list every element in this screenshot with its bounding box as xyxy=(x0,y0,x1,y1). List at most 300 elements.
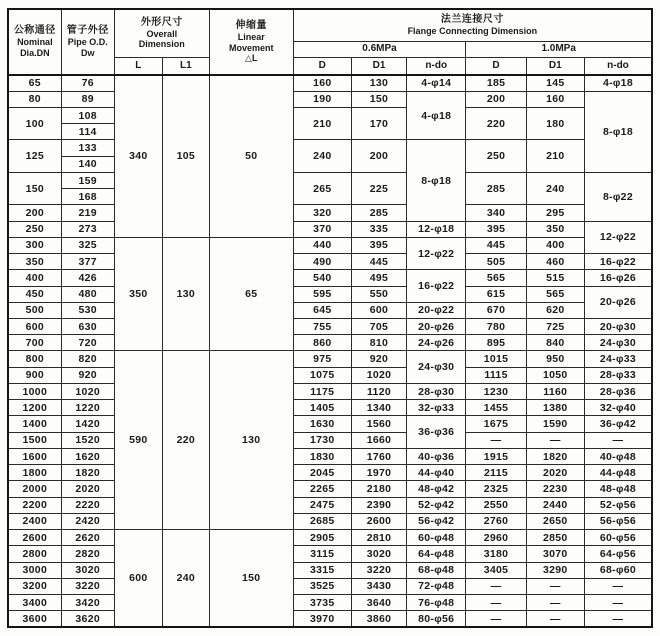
cell: 1400 xyxy=(8,416,61,432)
table-row xyxy=(8,221,652,237)
cell: 240 xyxy=(162,530,209,627)
table-row xyxy=(8,578,652,594)
cell: 445 xyxy=(351,254,406,270)
cell: 500 xyxy=(8,302,61,318)
header-ndo-10: n-do xyxy=(584,57,652,75)
cell: 12-φ22 xyxy=(407,237,466,269)
cell: 145 xyxy=(526,75,584,91)
header-ndo-06: n-do xyxy=(407,57,466,75)
cell: 60-φ48 xyxy=(407,530,466,546)
cell: 400 xyxy=(526,237,584,253)
cell: 76 xyxy=(61,75,114,91)
cell: 395 xyxy=(466,221,526,237)
cell: 210 xyxy=(293,107,351,139)
cell: 114 xyxy=(61,124,114,140)
table-body xyxy=(8,75,652,627)
cell: 3420 xyxy=(61,595,114,611)
header-overall-dimension xyxy=(114,9,209,57)
header-d1-06: D1 xyxy=(351,57,406,75)
cell: 150 xyxy=(351,91,406,107)
cell: 1730 xyxy=(293,432,351,448)
table-row xyxy=(8,172,652,188)
table-row xyxy=(8,562,652,578)
header-movement-en2: Movement xyxy=(228,42,274,53)
cell: 40-φ48 xyxy=(584,448,652,464)
cell: 12-φ18 xyxy=(407,221,466,237)
cell: 860 xyxy=(293,335,351,351)
cell: 495 xyxy=(351,270,406,286)
cell: 225 xyxy=(351,172,406,204)
cell: 3405 xyxy=(466,562,526,578)
table-row xyxy=(8,432,652,448)
cell: 550 xyxy=(351,286,406,302)
cell: 2905 xyxy=(293,530,351,546)
cell: 2960 xyxy=(466,530,526,546)
cell: 2620 xyxy=(61,530,114,546)
cell: 285 xyxy=(466,172,526,204)
cell: 36-φ36 xyxy=(407,416,466,448)
cell: 295 xyxy=(526,205,584,221)
cell: 3620 xyxy=(61,611,114,627)
cell: 3020 xyxy=(61,562,114,578)
cell: 150 xyxy=(8,172,61,204)
cell: 240 xyxy=(293,140,351,172)
cell: 64-φ48 xyxy=(407,546,466,562)
cell: 80-φ56 xyxy=(407,611,466,627)
cell: 700 xyxy=(8,335,61,351)
table-row xyxy=(8,107,652,123)
header-d-10: D xyxy=(466,57,526,75)
cell: 48-φ42 xyxy=(407,481,466,497)
cell: 1915 xyxy=(466,448,526,464)
cell: 210 xyxy=(526,140,584,172)
cell: 3220 xyxy=(351,562,406,578)
header-movement-zh: 伸缩量 xyxy=(235,20,267,32)
cell: 2550 xyxy=(466,497,526,513)
cell: 720 xyxy=(61,335,114,351)
header-pipe-od-en2: Dw xyxy=(80,47,95,58)
cell: 920 xyxy=(61,367,114,383)
cell: 240 xyxy=(526,172,584,204)
cell: 2390 xyxy=(351,497,406,513)
cell: 426 xyxy=(61,270,114,286)
cell: 3180 xyxy=(466,546,526,562)
cell: 4-φ18 xyxy=(584,75,652,91)
cell: 1830 xyxy=(293,448,351,464)
header-pipe-od-en1: Pipe O.D. xyxy=(67,37,108,48)
cell: 2230 xyxy=(526,481,584,497)
header-flange-connecting xyxy=(293,9,652,41)
cell: 377 xyxy=(61,254,114,270)
cell: 1420 xyxy=(61,416,114,432)
header-l: L xyxy=(114,57,162,75)
cell: 1200 xyxy=(8,400,61,416)
cell: 2810 xyxy=(351,530,406,546)
cell: 68-φ48 xyxy=(407,562,466,578)
cell: — xyxy=(584,595,652,611)
cell: 1800 xyxy=(8,465,61,481)
cell: 2600 xyxy=(351,513,406,529)
table-row xyxy=(8,205,652,221)
cell: 2760 xyxy=(466,513,526,529)
cell: 350 xyxy=(8,254,61,270)
cell: 220 xyxy=(162,351,209,530)
cell: 725 xyxy=(526,319,584,335)
table-row xyxy=(8,481,652,497)
cell: 600 xyxy=(114,530,162,627)
cell: 2265 xyxy=(293,481,351,497)
cell: 1820 xyxy=(526,448,584,464)
cell: 24-φ30 xyxy=(584,335,652,351)
cell: 335 xyxy=(351,221,406,237)
cell: 1560 xyxy=(351,416,406,432)
cell: 2020 xyxy=(61,481,114,497)
cell: 2180 xyxy=(351,481,406,497)
cell: 44-φ40 xyxy=(407,465,466,481)
table-row xyxy=(8,75,652,91)
cell: 975 xyxy=(293,351,351,367)
cell: 28-φ36 xyxy=(584,383,652,399)
cell: 820 xyxy=(61,351,114,367)
cell: 780 xyxy=(466,319,526,335)
cell: 1380 xyxy=(526,400,584,416)
cell: 50 xyxy=(209,75,293,237)
header-d-06: D xyxy=(293,57,351,75)
cell: 20-φ26 xyxy=(407,319,466,335)
flange-dimension-table xyxy=(7,8,653,628)
table-row xyxy=(8,611,652,627)
header-nominal-dia-en1: Nominal xyxy=(17,37,53,48)
cell: 8-φ18 xyxy=(407,140,466,221)
cell: 395 xyxy=(351,237,406,253)
cell: 1970 xyxy=(351,465,406,481)
cell: 2115 xyxy=(466,465,526,481)
cell: 24-φ26 xyxy=(407,335,466,351)
cell: 80 xyxy=(8,91,61,107)
cell: 273 xyxy=(61,221,114,237)
cell: 2220 xyxy=(61,497,114,513)
cell: 600 xyxy=(351,302,406,318)
cell: 620 xyxy=(526,302,584,318)
cell: 28-φ30 xyxy=(407,383,466,399)
cell: 2420 xyxy=(61,513,114,529)
cell: 3290 xyxy=(526,562,584,578)
header-l1: L1 xyxy=(162,57,209,75)
cell: 32-φ40 xyxy=(584,400,652,416)
cell: 350 xyxy=(526,221,584,237)
cell: 895 xyxy=(466,335,526,351)
cell: 3070 xyxy=(526,546,584,562)
cell: 200 xyxy=(466,91,526,107)
header-linear-movement xyxy=(209,9,293,75)
cell: 705 xyxy=(351,319,406,335)
table-row xyxy=(8,513,652,529)
cell: 2850 xyxy=(526,530,584,546)
header-nominal-dia xyxy=(8,9,61,75)
cell: — xyxy=(466,595,526,611)
cell: 8-φ18 xyxy=(584,91,652,172)
cell: 1340 xyxy=(351,400,406,416)
cell: 920 xyxy=(351,351,406,367)
cell: 3220 xyxy=(61,578,114,594)
table-row xyxy=(8,270,652,286)
cell: 590 xyxy=(114,351,162,530)
table-row xyxy=(8,367,652,383)
cell: 130 xyxy=(162,237,209,351)
cell: 3735 xyxy=(293,595,351,611)
cell: 840 xyxy=(526,335,584,351)
header-row-1 xyxy=(8,9,652,41)
table-row xyxy=(8,595,652,611)
header-movement-en1: Linear xyxy=(237,31,265,42)
cell: 445 xyxy=(466,237,526,253)
cell: 3860 xyxy=(351,611,406,627)
cell: 1020 xyxy=(61,383,114,399)
table-row xyxy=(8,383,652,399)
table-row xyxy=(8,497,652,513)
cell: 180 xyxy=(526,107,584,139)
cell: 160 xyxy=(526,91,584,107)
cell: 219 xyxy=(61,205,114,221)
table-row xyxy=(8,530,652,546)
cell: — xyxy=(526,432,584,448)
cell: 3115 xyxy=(293,546,351,562)
cell: 1520 xyxy=(61,432,114,448)
table-row xyxy=(8,465,652,481)
table-row xyxy=(8,546,652,562)
cell: 65 xyxy=(8,75,61,91)
cell: 16-φ22 xyxy=(584,254,652,270)
cell: 370 xyxy=(293,221,351,237)
cell: 56-φ42 xyxy=(407,513,466,529)
cell: 185 xyxy=(466,75,526,91)
cell: 1220 xyxy=(61,400,114,416)
cell: 2400 xyxy=(8,513,61,529)
cell: 250 xyxy=(466,140,526,172)
table-row xyxy=(8,400,652,416)
cell: 515 xyxy=(526,270,584,286)
cell: 440 xyxy=(293,237,351,253)
cell: 48-φ48 xyxy=(584,481,652,497)
cell: 4-φ14 xyxy=(407,75,466,91)
header-overall-zh: 外形尺寸 xyxy=(140,16,183,28)
cell: — xyxy=(584,611,652,627)
cell: 72-φ48 xyxy=(407,578,466,594)
cell: 1820 xyxy=(61,465,114,481)
cell: 810 xyxy=(351,335,406,351)
cell: 133 xyxy=(61,140,114,156)
cell: 3200 xyxy=(8,578,61,594)
cell: 670 xyxy=(466,302,526,318)
cell: 1160 xyxy=(526,383,584,399)
cell: 285 xyxy=(351,205,406,221)
cell: 600 xyxy=(8,319,61,335)
header-movement-en3: △L xyxy=(245,53,258,64)
cell: 540 xyxy=(293,270,351,286)
cell: 1120 xyxy=(351,383,406,399)
cell: 2650 xyxy=(526,513,584,529)
cell: 12-φ22 xyxy=(584,221,652,253)
cell: 3970 xyxy=(293,611,351,627)
cell: 2440 xyxy=(526,497,584,513)
header-nominal-dia-zh: 公称通径 xyxy=(13,25,56,37)
cell: 1500 xyxy=(8,432,61,448)
cell: 3525 xyxy=(293,578,351,594)
cell: 1455 xyxy=(466,400,526,416)
cell: 3400 xyxy=(8,595,61,611)
cell: 2020 xyxy=(526,465,584,481)
cell: 68-φ60 xyxy=(584,562,652,578)
table-row xyxy=(8,286,652,302)
header-nominal-dia-en2: Dia.DN xyxy=(20,47,50,58)
cell: 159 xyxy=(61,172,114,188)
cell: 630 xyxy=(61,319,114,335)
table-row xyxy=(8,448,652,464)
cell: 1630 xyxy=(293,416,351,432)
cell: 108 xyxy=(61,107,114,123)
cell: 325 xyxy=(61,237,114,253)
cell: 400 xyxy=(8,270,61,286)
cell: 40-φ36 xyxy=(407,448,466,464)
cell: 3600 xyxy=(8,611,61,627)
cell: 168 xyxy=(61,189,114,205)
header-pipe-od xyxy=(61,9,114,75)
cell: 340 xyxy=(114,75,162,237)
cell: 20-φ22 xyxy=(407,302,466,318)
cell: 450 xyxy=(8,286,61,302)
cell: 2325 xyxy=(466,481,526,497)
cell: 24-φ33 xyxy=(584,351,652,367)
cell: — xyxy=(466,578,526,594)
table-row xyxy=(8,140,652,156)
cell: 8-φ22 xyxy=(584,172,652,221)
table-row xyxy=(8,351,652,367)
cell: 160 xyxy=(293,75,351,91)
cell: 1115 xyxy=(466,367,526,383)
cell: 565 xyxy=(466,270,526,286)
cell: 100 xyxy=(8,107,61,139)
cell: 16-φ22 xyxy=(407,270,466,302)
cell: 76-φ48 xyxy=(407,595,466,611)
cell: — xyxy=(526,595,584,611)
cell: 3020 xyxy=(351,546,406,562)
cell: 36-φ42 xyxy=(584,416,652,432)
cell: 1050 xyxy=(526,367,584,383)
table-row xyxy=(8,254,652,270)
cell: 1230 xyxy=(466,383,526,399)
table-header xyxy=(8,9,652,75)
header-flange-en: Flange Connecting Dimension xyxy=(407,25,538,36)
cell: 105 xyxy=(162,75,209,237)
header-flange-zh: 法兰连接尺寸 xyxy=(440,14,504,26)
cell: 2475 xyxy=(293,497,351,513)
cell: 24-φ30 xyxy=(407,351,466,383)
cell: 2600 xyxy=(8,530,61,546)
cell: 505 xyxy=(466,254,526,270)
cell: 190 xyxy=(293,91,351,107)
cell: 615 xyxy=(466,286,526,302)
cell: 20-φ26 xyxy=(584,286,652,318)
table-row xyxy=(8,302,652,318)
cell: 65 xyxy=(209,237,293,351)
cell: 3430 xyxy=(351,578,406,594)
cell: 150 xyxy=(209,530,293,627)
cell: 320 xyxy=(293,205,351,221)
cell: 1020 xyxy=(351,367,406,383)
cell: 265 xyxy=(293,172,351,204)
cell: 16-φ26 xyxy=(584,270,652,286)
cell: 52-φ56 xyxy=(584,497,652,513)
cell: 1600 xyxy=(8,448,61,464)
cell: — xyxy=(584,578,652,594)
cell: 1620 xyxy=(61,448,114,464)
cell: 44-φ48 xyxy=(584,465,652,481)
cell: 1015 xyxy=(466,351,526,367)
cell: 460 xyxy=(526,254,584,270)
cell: 200 xyxy=(351,140,406,172)
cell: 1660 xyxy=(351,432,406,448)
cell: 645 xyxy=(293,302,351,318)
table-row xyxy=(8,335,652,351)
cell: 800 xyxy=(8,351,61,367)
cell: 3000 xyxy=(8,562,61,578)
cell: 20-φ30 xyxy=(584,319,652,335)
cell: 2685 xyxy=(293,513,351,529)
cell: 170 xyxy=(351,107,406,139)
cell: 1075 xyxy=(293,367,351,383)
cell: — xyxy=(466,432,526,448)
cell: 2045 xyxy=(293,465,351,481)
cell: 1000 xyxy=(8,383,61,399)
table-row xyxy=(8,319,652,335)
table-row xyxy=(8,416,652,432)
cell: 480 xyxy=(61,286,114,302)
header-d1-10: D1 xyxy=(526,57,584,75)
header-overall-en1: Overall xyxy=(146,28,178,39)
cell: 1405 xyxy=(293,400,351,416)
cell: 250 xyxy=(8,221,61,237)
cell: 1675 xyxy=(466,416,526,432)
cell: 1760 xyxy=(351,448,406,464)
cell: 3640 xyxy=(351,595,406,611)
cell: 52-φ42 xyxy=(407,497,466,513)
cell: 130 xyxy=(351,75,406,91)
cell: — xyxy=(526,578,584,594)
cell: — xyxy=(466,611,526,627)
cell: — xyxy=(526,611,584,627)
cell: 28-φ33 xyxy=(584,367,652,383)
cell: 900 xyxy=(8,367,61,383)
cell: 755 xyxy=(293,319,351,335)
cell: 340 xyxy=(466,205,526,221)
cell: 595 xyxy=(293,286,351,302)
cell: 950 xyxy=(526,351,584,367)
cell: 220 xyxy=(466,107,526,139)
cell: 130 xyxy=(209,351,293,530)
cell: 1175 xyxy=(293,383,351,399)
header-pressure-1-0mpa: 1.0MPa xyxy=(466,41,652,57)
cell: 60-φ56 xyxy=(584,530,652,546)
header-overall-en2: Dimension xyxy=(138,39,185,50)
cell: 2200 xyxy=(8,497,61,513)
cell: 56-φ56 xyxy=(584,513,652,529)
header-pipe-od-zh: 管子外径 xyxy=(66,25,109,37)
table-row xyxy=(8,237,652,253)
cell: 1590 xyxy=(526,416,584,432)
cell: 530 xyxy=(61,302,114,318)
cell: 2800 xyxy=(8,546,61,562)
cell: 2000 xyxy=(8,481,61,497)
